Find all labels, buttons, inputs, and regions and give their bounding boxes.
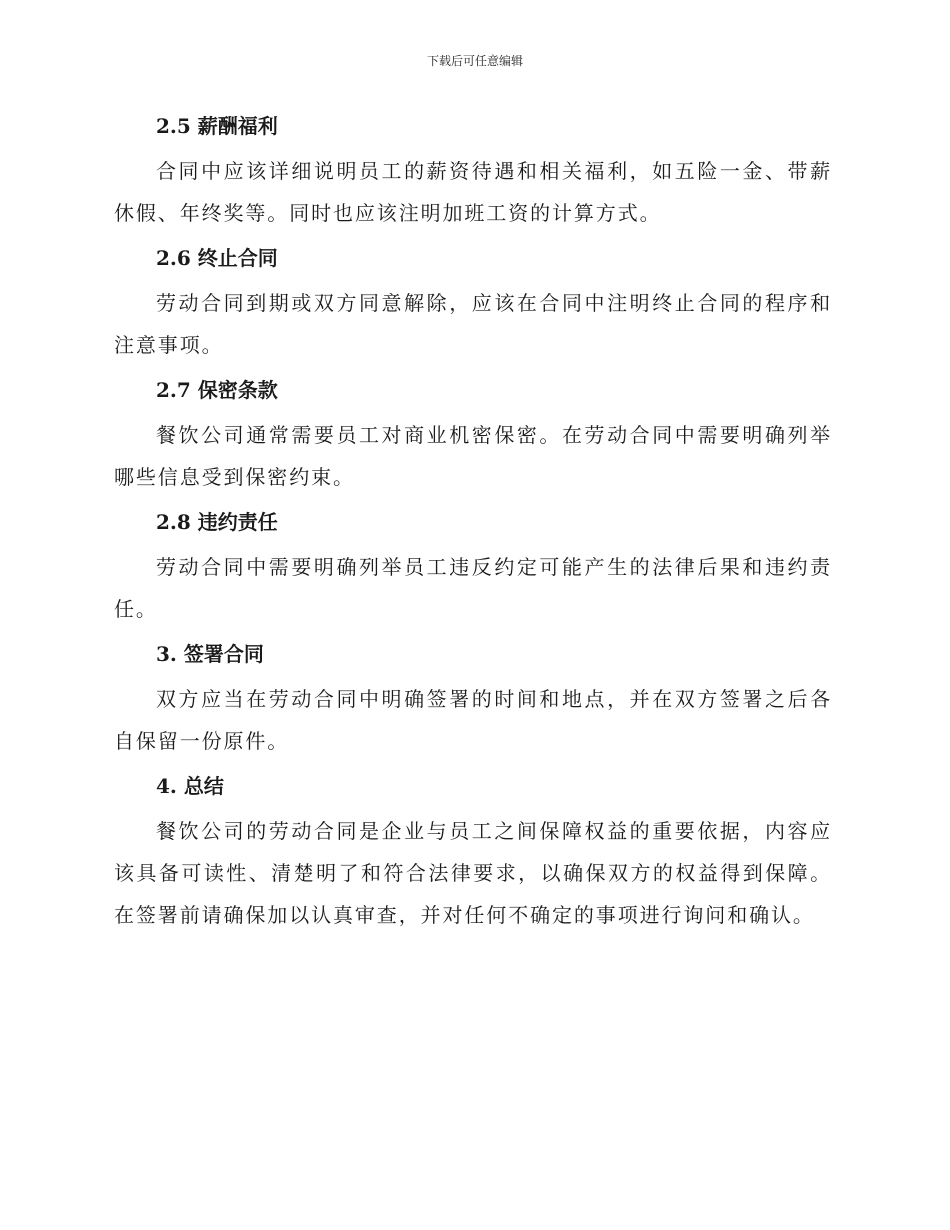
section-paragraph: 劳动合同到期或双方同意解除，应该在合同中注明终止合同的程序和注意事项。 bbox=[114, 291, 832, 357]
section-termination bbox=[114, 242, 832, 366]
section-heading: 2.7 保密条款 bbox=[156, 378, 278, 402]
section-paragraph: 餐饮公司的劳动合同是企业与员工之间保障权益的重要依据，内容应该具备可读性、清楚明了和符合法律要求，以确保双方的权益得到保障。在签署前请确保加以认真审查，并对任何不确定的事项进行询问和确认。 bbox=[114, 819, 832, 927]
section-heading: 4. 总结 bbox=[156, 774, 224, 798]
document-body bbox=[114, 110, 832, 944]
section-salary-benefits bbox=[114, 110, 832, 234]
section-summary bbox=[114, 770, 832, 936]
section-heading: 2.8 违约责任 bbox=[156, 510, 278, 534]
section-paragraph: 餐饮公司通常需要员工对商业机密保密。在劳动合同中需要明确列举哪些信息受到保密约束。 bbox=[114, 423, 832, 489]
section-heading: 2.6 终止合同 bbox=[156, 246, 278, 270]
section-heading: 2.5 薪酬福利 bbox=[156, 114, 278, 138]
section-heading: 3. 签署合同 bbox=[156, 642, 264, 666]
section-paragraph: 合同中应该详细说明员工的薪资待遇和相关福利，如五险一金、带薪休假、年终奖等。同时也应该注明加班工资的计算方式。 bbox=[114, 159, 832, 225]
section-paragraph: 双方应当在劳动合同中明确签署的时间和地点，并在双方签署之后各自保留一份原件。 bbox=[114, 687, 832, 753]
section-breach-liability bbox=[114, 506, 832, 630]
page-header: 下载后可任意编辑 bbox=[426, 54, 523, 68]
section-confidentiality bbox=[114, 374, 832, 498]
section-signing bbox=[114, 638, 832, 762]
section-paragraph: 劳动合同中需要明确列举员工违反约定可能产生的法律后果和违约责任。 bbox=[114, 555, 832, 621]
